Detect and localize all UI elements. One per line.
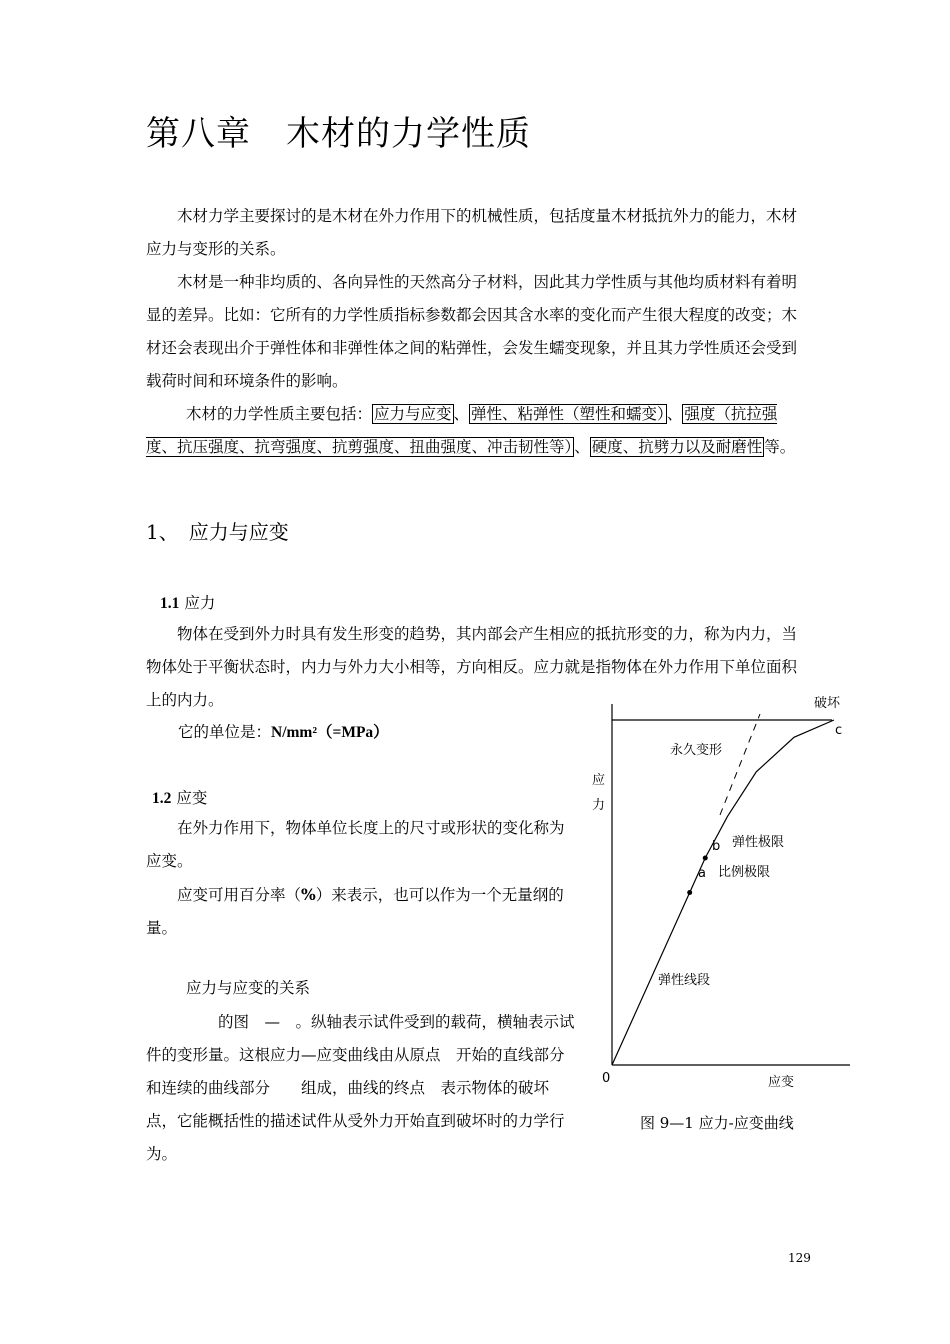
label-elastic-segment: 弹性线段 [658,973,711,988]
unit-lead: 它的单位是： [178,723,272,741]
label-proportional-limit: 比例极限 [718,865,771,880]
point-b [703,856,708,861]
intro-paragraph-2: 木材是一种非均质的、各向异性的天然高分子材料，因此其力学性质与其他均质材料有着明显的差异。比如：它所有的力学性质指标参数都会因其含水率的变化而产生很大程度的改变；木材还会表现出介于弹性体和非弹性体之间的粘弹性，会发生蠕变现象，并且其力学性质还会受到载荷时间和环境条件的影响。 [146,273,798,390]
property-box-elasticity: 弹性、粘弹性（塑性和蠕变） [471,405,665,423]
percent-sign: % [301,885,316,904]
intro-paragraph-3 [146,398,808,464]
section-heading: 1、 应力与应变 [146,520,289,544]
stress-unit-line [178,716,389,749]
intro-paragraph-1: 木材力学主要探讨的是木材在外力作用下的机械性质，包括度量木材抵抗外力的能力，木材应力与变形的关系。 [146,207,798,258]
figure-caption: 图 9—1 应力-应变曲线 [640,1114,794,1132]
stress-definition-paragraph: 物体在受到外力时具有发生形变的趋势，其内部会产生相应的抵抗形变的力，称为内力，当物体处于平衡状态时，内力与外力大小相等，方向相反。应力就是指物体在外力作用下单位面积上的内力。 [146,625,798,709]
subsection-heading-strain [152,786,207,808]
label-point-b: b [712,839,721,854]
strain-definition-paragraph: 在外力作用下，物体单位长度上的尺寸或形状的变化称为应变。 [146,819,565,870]
subsection-label: 应力 [184,594,216,612]
label-failure: 破坏 [814,696,841,711]
x-axis-label: 应变 [768,1075,795,1090]
unit-value: N/mm²（=MPa） [271,724,389,741]
subsection-heading-stress [160,591,215,613]
page-number: 129 [788,1251,811,1265]
relation-paragraph: 的图 — 。纵轴表示试件受到的载荷，横轴表示试件的变形量。这根应力—应变曲线由从原点 开始的直线部分 和连续的曲线部分 组成，曲线的终点 表示物体的破坏点，它能概括性的描述试件从受外力开始直到破坏时的力学行为。 [146,1013,581,1163]
properties-lead: 木材的力学性质主要包括： [186,405,373,423]
label-elastic-limit: 弹性极限 [732,835,785,850]
point-a [687,890,692,895]
separator: 、 [574,438,590,456]
subsection-number: 1.1 [160,595,180,612]
property-box-stress-strain: 应力与应变 [374,405,452,423]
y-axis-label-char2: 力 [592,798,606,813]
label-permanent-deformation: 永久变形 [670,743,723,758]
separator: 、 [666,405,683,423]
property-box-hardness: 硬度、抗劈力以及耐磨性 [591,438,763,456]
separator: 、 [453,405,470,423]
strain-unit-lead: 应变可用百分率（ [177,886,302,904]
page-title: 第八章 木材的力学性质 [146,114,531,154]
label-point-c: c [835,723,843,738]
y-axis-label-char1: 应 [592,773,606,788]
origin-label: 0 [602,1071,611,1086]
subsection-number: 1.2 [152,790,172,807]
strain-unit-tail: ）来表示，也可以作为一个无量纲的量。 [146,886,564,937]
label-point-a: a [698,866,706,881]
subsection-label: 应变 [176,789,208,807]
relation-heading: 应力与应变的关系 [186,979,311,997]
stress-strain-curve [612,720,834,1065]
strain-unit-paragraph [146,878,576,945]
properties-tail: 等。 [764,438,796,456]
dashed-extension [720,714,760,815]
stress-strain-chart [592,692,854,1092]
property-box-strength: 强度（抗拉强度、抗压强度、抗弯强度、抗剪强度、扭曲强度、冲击韧性等） [146,405,778,456]
